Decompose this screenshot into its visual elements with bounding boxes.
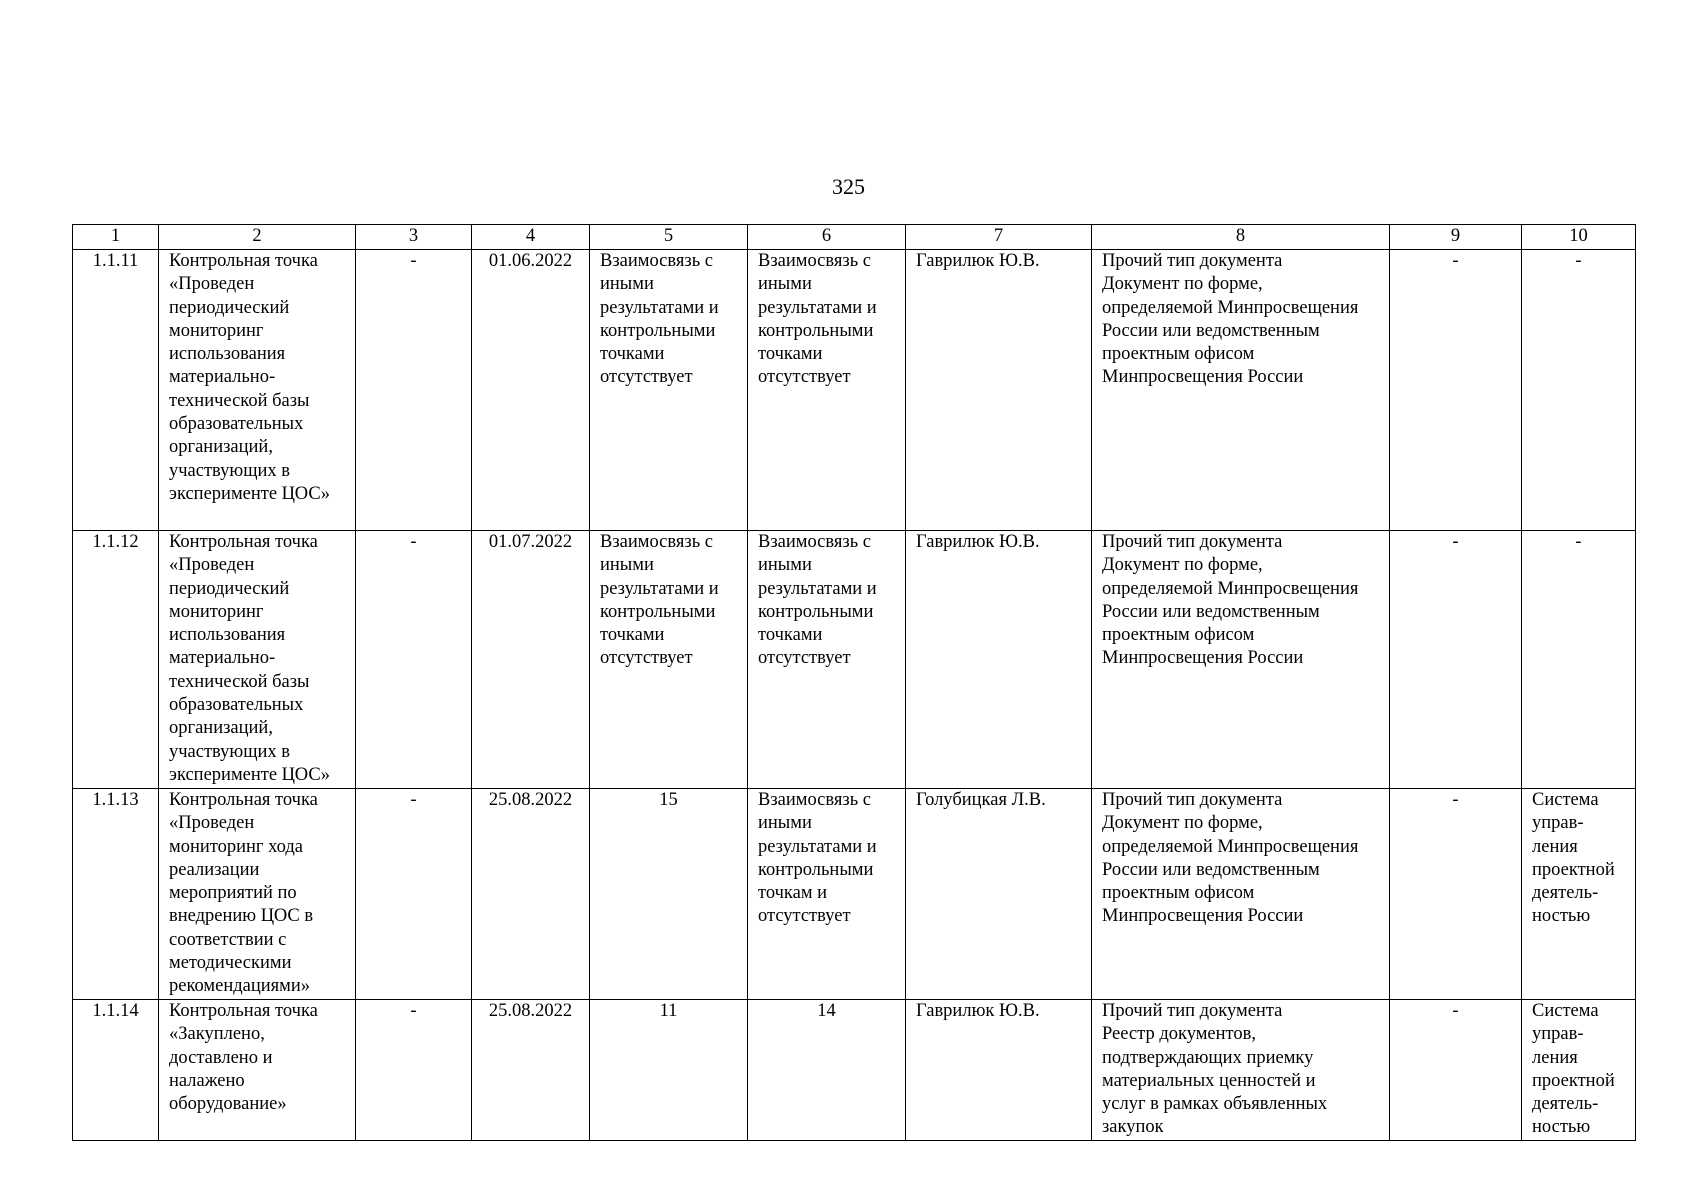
responsible-cell: Голубицкая Л.В.: [906, 789, 1092, 1000]
row-number-cell: 1.1.12: [73, 531, 159, 789]
column-5-cell: Взаимосвязь с иными результатами и контрольными точками отсутствует: [590, 531, 748, 789]
column-3-cell: -: [356, 531, 472, 789]
responsible-cell: Гаврилюк Ю.В.: [906, 1000, 1092, 1141]
date-cell: 01.06.2022: [472, 250, 590, 531]
table-row: [73, 531, 1636, 789]
document-type-cell: Прочий тип документа Документ по форме, определяемой Минпросвещения России или ведомственным проектным офисом Минпросвещения России: [1092, 531, 1390, 789]
date-cell: 01.07.2022: [472, 531, 590, 789]
column-10-cell: -: [1522, 250, 1636, 531]
column-5-cell: 15: [590, 789, 748, 1000]
column-header-6: 6: [748, 225, 906, 250]
column-header-10: 10: [1522, 225, 1636, 250]
table-row: [73, 1000, 1636, 1141]
responsible-cell: Гаврилюк Ю.В.: [906, 250, 1092, 531]
table-row: [73, 250, 1636, 531]
row-number-cell: 1.1.13: [73, 789, 159, 1000]
control-point-name-cell: Контрольная точка «Закуплено, доставлено и налажено оборудование»: [159, 1000, 356, 1141]
page-number: 325: [832, 174, 865, 199]
document-type-cell: Прочий тип документа Документ по форме, определяемой Минпросвещения России или ведомственным проектным офисом Минпросвещения России: [1092, 789, 1390, 1000]
column-10-cell: Система управ- ления проектной деятель- ностью: [1522, 1000, 1636, 1141]
column-9-cell: -: [1390, 250, 1522, 531]
header-row: [73, 225, 1636, 250]
column-5-cell: 11: [590, 1000, 748, 1141]
row-number-cell: 1.1.14: [73, 1000, 159, 1141]
column-3-cell: -: [356, 1000, 472, 1141]
column-6-cell: Взаимосвязь с иными результатами и контрольными точками отсутствует: [748, 531, 906, 789]
row-number-cell: 1.1.11: [73, 250, 159, 531]
column-header-1: 1: [73, 225, 159, 250]
column-10-cell: -: [1522, 531, 1636, 789]
column-header-4: 4: [472, 225, 590, 250]
document-type-cell: Прочий тип документа Реестр документов, подтверждающих приемку материальных ценностей и услуг в рамках объявленных закупок: [1092, 1000, 1390, 1141]
column-9-cell: -: [1390, 531, 1522, 789]
responsible-cell: Гаврилюк Ю.В.: [906, 531, 1092, 789]
table-row: [73, 789, 1636, 1000]
control-point-name-cell: Контрольная точка «Проведен периодический мониторинг использования материально- технической базы образовательных организаций, участвующих в эксперименте ЦОС»: [159, 250, 356, 531]
column-9-cell: -: [1390, 789, 1522, 1000]
column-3-cell: -: [356, 789, 472, 1000]
column-header-9: 9: [1390, 225, 1522, 250]
column-6-cell: 14: [748, 1000, 906, 1141]
column-header-2: 2: [159, 225, 356, 250]
column-6-cell: Взаимосвязь с иными результатами и контрольными точкам и отсутствует: [748, 789, 906, 1000]
column-3-cell: -: [356, 250, 472, 531]
column-header-3: 3: [356, 225, 472, 250]
date-cell: 25.08.2022: [472, 789, 590, 1000]
column-header-8: 8: [1092, 225, 1390, 250]
control-point-name-cell: Контрольная точка «Проведен периодический мониторинг использования материально- технической базы образовательных организаций, участвующих в эксперименте ЦОС»: [159, 531, 356, 789]
column-6-cell: Взаимосвязь с иными результатами и контрольными точками отсутствует: [748, 250, 906, 531]
document-type-cell: Прочий тип документа Документ по форме, определяемой Минпросвещения России или ведомственным проектным офисом Минпросвещения России: [1092, 250, 1390, 531]
column-10-cell: Система управ- ления проектной деятель- ностью: [1522, 789, 1636, 1000]
column-5-cell: Взаимосвязь с иными результатами и контрольными точками отсутствует: [590, 250, 748, 531]
control-point-name-cell: Контрольная точка «Проведен мониторинг хода реализации мероприятий по внедрению ЦОС в соответствии с методическими рекомендациями»: [159, 789, 356, 1000]
control-points-table: [72, 224, 1636, 1141]
column-header-7: 7: [906, 225, 1092, 250]
column-9-cell: -: [1390, 1000, 1522, 1141]
date-cell: 25.08.2022: [472, 1000, 590, 1141]
column-header-5: 5: [590, 225, 748, 250]
